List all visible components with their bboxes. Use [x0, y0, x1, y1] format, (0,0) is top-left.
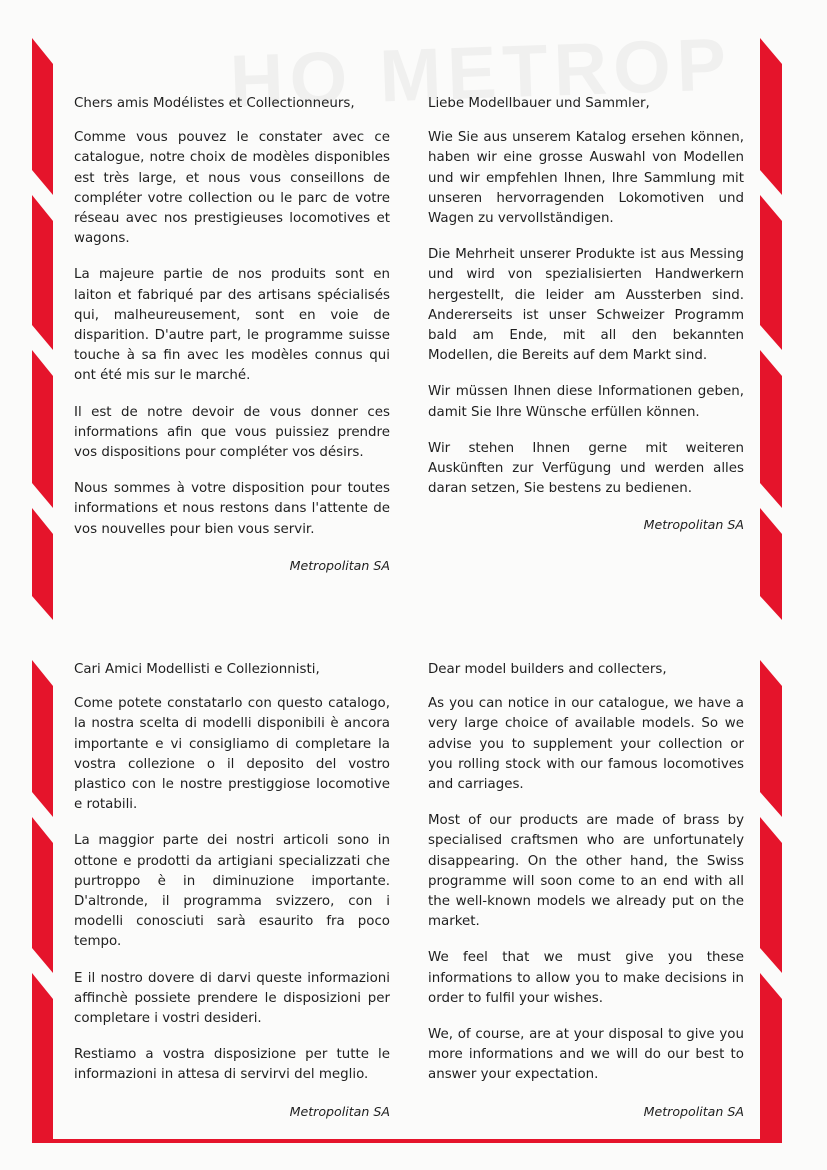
paragraph: Wie Sie aus unserem Katalog ersehen können, haben wir eine grosse Auswahl von Modellen und wir empfehlen Ihnen, Ihre Sammlung mit unseren hervorragenden Lokomotiven und Wagen zu vervollständigen.	[428, 130, 744, 227]
paragraph: Nous sommes à votre disposition pour toutes informations et nous restons dans l'attente de vos nouvelles pour bien vous servir.	[74, 481, 390, 537]
greeting-italian: Cari Amici Modellisti e Collezionnisti,	[74, 662, 320, 677]
letter-german	[428, 94, 744, 552]
greeting-german: Liebe Modellbauer und Sammler,	[428, 96, 650, 111]
paragraph: Come potete constatarlo con questo catalogo, la nostra scelta di modelli disponibili è ancora importante e vi consigliamo di completare la vostra collezione o il deposito del vostro plastico con le nostre prestiggiose locomotive e rotabili.	[74, 696, 390, 813]
greeting-english: Dear model builders and collecters,	[428, 662, 667, 677]
paragraph: Most of our products are made of brass by specialised craftsmen who are unfortunately disappearing. On the other hand, the Swiss programme will soon come to an end with all the well-known models we already put on the market.	[428, 813, 744, 930]
greeting-french: Chers amis Modélistes et Collectionneurs,	[74, 96, 355, 111]
paragraph: Il est de notre devoir de vous donner ces informations afin que vous puissiez prendre vos dispositions pour compléter vos désirs.	[74, 404, 390, 461]
signature: Metropolitan SA	[289, 557, 390, 573]
paragraph: La maggior parte dei nostri articoli sono in ottone e prodotti da artigiani specializzati che purtroppo è in diminuzione importante. D'altronde, il programma svizzero, con i modelli conosciuti sarà esaurito fra poco tempo.	[74, 833, 390, 950]
letter-french	[74, 94, 390, 592]
paragraph: Comme vous pouvez le constater avec ce catalogue, notre choix de modèles disponibles est très large, et nous vous conseillons de compléter votre collection ou le parc de votre réseau avec nos prestigieuses locomotives et wagons.	[74, 130, 390, 247]
paragraph: Wir müssen Ihnen diese Informationen geben, damit Sie Ihre Wünsche erfüllen können.	[428, 384, 744, 420]
signature: Metropolitan SA	[643, 517, 744, 533]
paragraph: We feel that we must give you these informations to allow you to make decisions in order to fulfil your wishes.	[428, 950, 744, 1006]
paragraph: Wir stehen Ihnen gerne mit weiteren Auskünften zur Verfügung und werden alles daran setzen, Sie bestens zu bedienen.	[428, 440, 744, 497]
paragraph: La majeure partie de nos produits sont en laiton et fabriqué par des artisans spécialisés qui, malheureusement, sont en voie de disparition. D'autre part, le programme suisse touche à sa fin avec les modèles connus qui ont été mis sur le marché.	[74, 267, 390, 384]
signature: Metropolitan SA	[289, 1103, 390, 1119]
paragraph: As you can notice in our catalogue, we have a very large choice of available models. So we advise you to supplement your collection or you rolling stock with our famous locomotives and carriages.	[428, 696, 744, 793]
signature: Metropolitan SA	[643, 1103, 744, 1119]
paragraph: Restiamo a vostra disposizione per tutte le informazioni in attesa di servirvi del meglio.	[74, 1047, 390, 1083]
paragraph: Die Mehrheit unserer Produkte ist aus Messing und wird von spezialisierten Handwerkern hergestellt, die leider am Aussterben sind. Andererseits ist unser Schweizer Programm bald am Ende, mit all den bekannten Modellen, die Bereits auf dem Markt sind.	[428, 247, 744, 364]
letter-italian	[74, 660, 390, 1138]
paragraph: E il nostro dovere di darvi queste informazioni affinchè possiete prendere le disposizioni per completare i vostri desideri.	[74, 970, 390, 1027]
paragraph: We, of course, are at your disposal to give you more informations and we will do our best to answer your expectation.	[428, 1027, 744, 1083]
letter-english	[428, 660, 744, 1138]
